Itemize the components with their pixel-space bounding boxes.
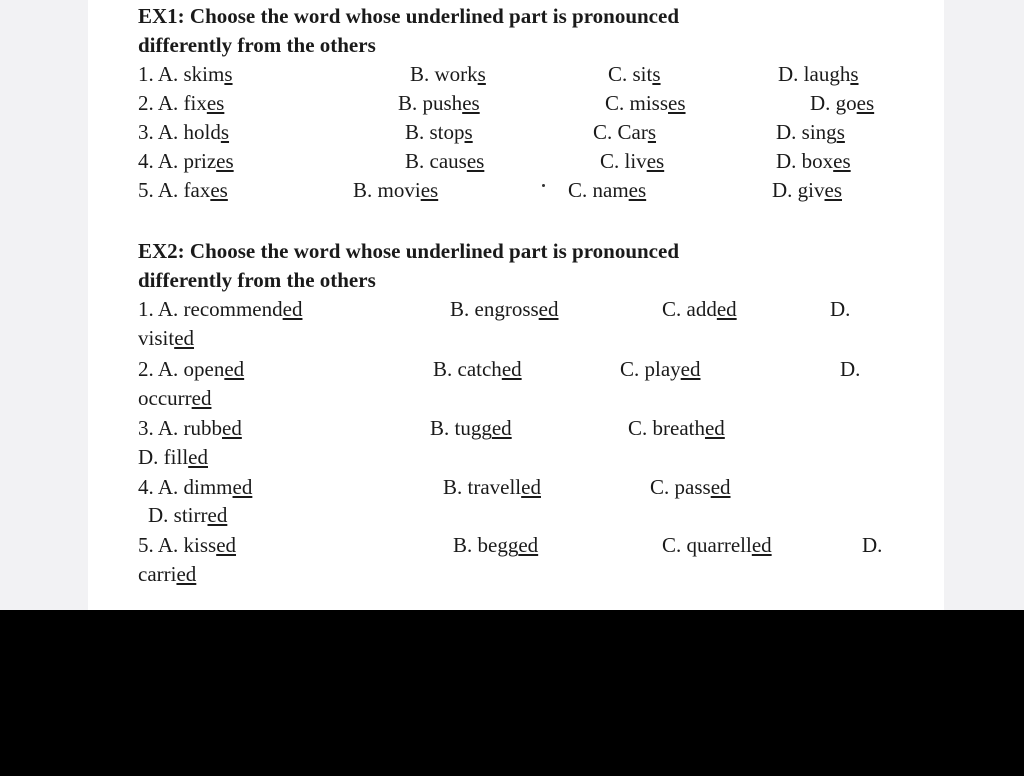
ex1-q4-option-c: C. lives bbox=[600, 149, 665, 173]
ex2-q5-option-d-label: D. bbox=[862, 533, 883, 557]
ex2-q3-option-a: 3. A. rubbed bbox=[138, 416, 242, 440]
ex1-q5-option-a: 5. A. faxes bbox=[138, 178, 228, 202]
black-lower-band bbox=[0, 610, 1024, 776]
ex1-q5-option-b: B. movies bbox=[353, 178, 439, 202]
ex1-q2-option-c: C. misses bbox=[605, 91, 686, 115]
ex2-q4-option-a: 4. A. dimmed bbox=[138, 475, 253, 499]
ex2-q1-option-b: B. engrossed bbox=[450, 297, 559, 321]
ex1-q2-option-a: 2. A. fixes bbox=[138, 91, 225, 115]
ex2-q1-option-a: 1. A. recommended bbox=[138, 297, 303, 321]
ex1-q5-option-c: C. names bbox=[568, 178, 647, 202]
ex2-q1-option-d-word: visited bbox=[138, 326, 195, 350]
ex2-q4-option-b: B. travelled bbox=[443, 475, 541, 499]
ex1-q2-option-d: D. goes bbox=[810, 91, 875, 115]
ex1-q5-option-d: D. gives bbox=[772, 178, 842, 202]
ex2-q3-option-d: D. filled bbox=[138, 445, 208, 469]
ex2-q2-option-b: B. catched bbox=[433, 357, 522, 381]
ex1-q3-option-d: D. sings bbox=[776, 120, 845, 144]
ex1-q3-option-a: 3. A. holds bbox=[138, 120, 230, 144]
ex2-q2-option-d-label: D. bbox=[840, 357, 861, 381]
ex2-q2-option-a: 2. A. opened bbox=[138, 357, 245, 381]
ex1-q2-option-b: B. pushes bbox=[398, 91, 480, 115]
ex1-q4-option-b: B. causes bbox=[405, 149, 485, 173]
ex2-q5-option-a: 5. A. kissed bbox=[138, 533, 237, 557]
ex2-q5-option-c: C. quarrelled bbox=[662, 533, 772, 557]
ex2-q1-option-d-label: D. bbox=[830, 297, 851, 321]
ex2-title-line1: EX2: Choose the word whose underlined part is pronounced bbox=[138, 239, 680, 263]
ex1-q1-option-b: B. works bbox=[410, 62, 486, 86]
ex2-q4-option-d: D. stirred bbox=[148, 503, 228, 527]
ex2-q3-option-b: B. tugged bbox=[430, 416, 512, 440]
ex1-q4-option-a: 4. A. prizes bbox=[138, 149, 234, 173]
ex1-q4-option-d: D. boxes bbox=[776, 149, 851, 173]
ex1-q3-option-b: B. stops bbox=[405, 120, 473, 144]
ex1-q1-option-a: 1. A. skims bbox=[138, 62, 233, 86]
ex1-q1-option-c: C. sits bbox=[608, 62, 661, 86]
ex1-title-line1: EX1: Choose the word whose underlined part is pronounced bbox=[138, 4, 680, 28]
ex2-q2-option-d-word: occurred bbox=[138, 386, 212, 410]
ex1-q1-option-d: D. laughs bbox=[778, 62, 859, 86]
ex2-q5-option-b: B. begged bbox=[453, 533, 539, 557]
ex2-q4-option-c: C. passed bbox=[650, 475, 731, 499]
ex2-q5-option-d-word: carried bbox=[138, 562, 197, 586]
ex1-q3-option-c: C. Cars bbox=[593, 120, 657, 144]
ex2-q3-option-c: C. breathed bbox=[628, 416, 725, 440]
ex2-q2-option-c: C. played bbox=[620, 357, 701, 381]
ex2-q1-option-c: C. added bbox=[662, 297, 737, 321]
ex1-title-line2: differently from the others bbox=[138, 33, 376, 57]
ex2-title-line2: differently from the others bbox=[138, 268, 376, 292]
stray-dot-mark bbox=[542, 184, 545, 187]
